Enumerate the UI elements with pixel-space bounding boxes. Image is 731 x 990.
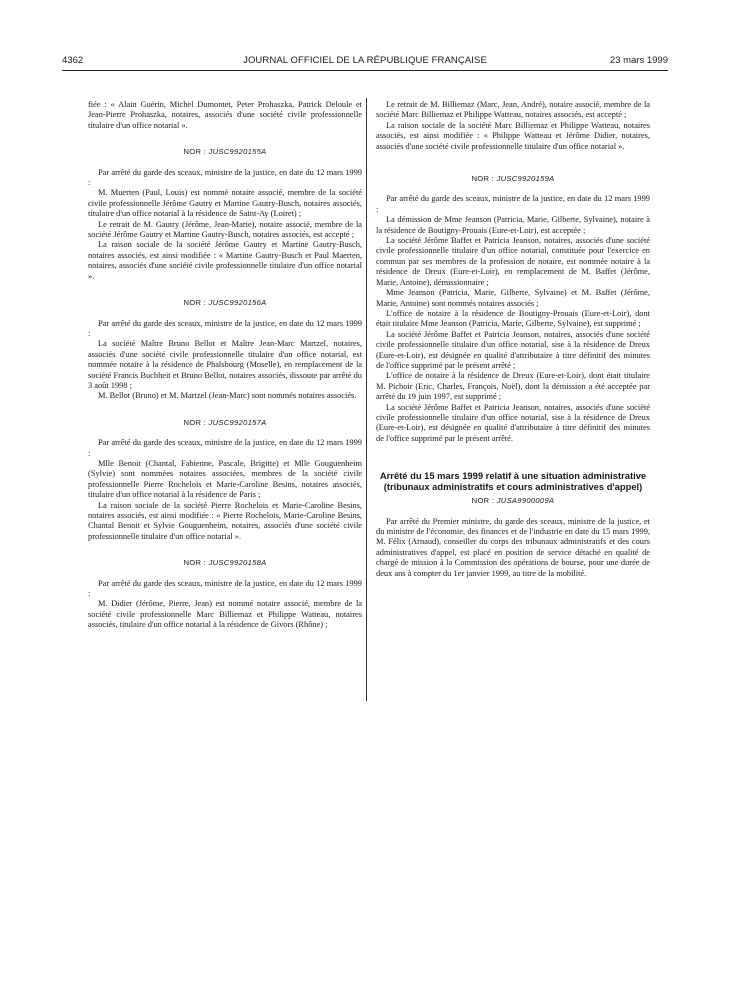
nor-label: NOR : xyxy=(183,558,207,568)
paragraph: Par arrêté du Premier ministre, du garde des sceaux, ministre de la justice, et du ministre de l'économie, des finances et de l'industrie en date du 15 mars 1999, M. Félix (Arnaud), conseiller du corps des tribunaux administratifs et des cours administratives d'appel, est placé en position de service détaché en qualité de chargé de mission à la Commission des opérations de bourse, pour une durée de deux ans à compter du 1er janvier 1999, au titre de la mobilité. xyxy=(376,516,650,578)
decree-title: Arrêté du 15 mars 1999 relatif à une situation administrative (tribunaux administratifs et cours administratives d'appel) xyxy=(379,470,647,493)
paragraph: Le retrait de M. Billiemaz (Marc, Jean, André), notaire associé, membre de la société Marc Billiemaz et Philippe Watteau, notaires associés, est accepté ; xyxy=(376,100,650,120)
column-divider xyxy=(366,98,367,701)
right-column xyxy=(376,100,650,579)
left-column xyxy=(88,100,362,631)
nor-label: NOR : xyxy=(183,417,207,427)
nor-code: JUSC9920156A xyxy=(208,298,267,308)
paragraph: M. Muerten (Paul, Louis) est nommé notaire associé, membre de la société civile professionnelle Jérôme Gautry et Martine Gautry-Busch, notaires associés, titulaire d'un office notarial à la résidence de Saint-Ay (Loiret) ; xyxy=(88,188,362,219)
paragraph: Par arrêté du garde des sceaux, ministre de la justice, en date du 12 mars 1999 : xyxy=(88,318,362,338)
paragraph: La raison sociale de la société Marc Billiemaz et Philippe Watteau, notaires associés, est ainsi modifiée : « Philippe Watteau et Jérôme Didier, notaires, associés d'une société civile professionnelle titulaire d'un office notarial ». xyxy=(376,120,650,151)
page-header xyxy=(62,55,668,69)
paragraph: M. Didier (Jérôme, Pierre, Jean) est nommé notaire associé, membre de la société civile professionnelle Marc Billiemaz et Philippe Watteau, notaires associés, titulaire d'un office notarial à la résidence de Givors (Rhône) ; xyxy=(88,599,362,630)
header-rule xyxy=(62,70,668,71)
nor-label: NOR : xyxy=(471,174,495,184)
paragraph: La société Jérôme Baffet et Patricia Jeanson, notaires, associés d'une société civile professionnelle titulaire d'un office notarial, sise à la résidence de Dreux (Eure-et-Loir), est désignée en qualité d'attributaire à titre définitif des minutes de l'office supprimé par le présent arrêté. xyxy=(376,402,650,443)
paragraph: Par arrêté du garde des sceaux, ministre de la justice, en date du 12 mars 1999 : xyxy=(88,438,362,458)
page-number: 4362 xyxy=(62,55,84,66)
nor-label: NOR : xyxy=(183,147,207,157)
paragraph: Le retrait de M. Gautry (Jérôme, Jean-Marie), notaire associé, membre de la société Jérôme Gautry et Martine Gautry-Busch, notaires associés, est accepté ; xyxy=(88,219,362,240)
nor-reference xyxy=(88,418,362,428)
journal-title: JOURNAL OFFICIEL DE LA RÉPUBLIQUE FRANÇAISE xyxy=(243,55,487,66)
paragraph: fiée : « Alain Guérin, Michel Dumontet, Peter Prohaszka, Patrick Deloule et Jean-Pierre Prohaszka, notaires, associés d'une société civile professionnelle titulaire d'un office notarial ». xyxy=(88,100,362,130)
nor-label: NOR : xyxy=(183,298,207,308)
paragraph: La raison sociale de la société Jérôme Gautry et Martine Gautry-Busch, notaires associés, est ainsi modifiée : « Martine Gautry-Busch et Paul Maerten, notaires, associés d'une société civile professionnelle titulaire d'un office notarial ». xyxy=(88,240,362,281)
paragraph: Mme Jeanson (Patricia, Marie, Gilberte, Sylvaine) et M. Baffet (Jérôme, Marie, Antoine) sont nommés notaires associés ; xyxy=(376,288,650,308)
publication-date: 23 mars 1999 xyxy=(609,55,668,66)
nor-code: JUSC9920157A xyxy=(208,417,267,427)
nor-reference xyxy=(376,174,650,184)
paragraph: La société Maître Bruno Bellot et Maître Jean-Marc Martzel, notaires, associés d'une société civile professionnelle titulaire d'un office notarial, est nommée notaire à la résidence de Phalsbourg (Moselle), en remplacement de la société Francis Buchheit et Bruno Bellot, notaires associés, dissoute par arrêté du 3 août 1998 ; xyxy=(88,339,362,390)
paragraph: L'office de notaire à la résidence de Boutigny-Prouais (Eure-et-Loir), dont était titulaire Mme Jeanson (Patricia, Marie, Gilberte, Sylvaine), est supprimé ; xyxy=(376,308,650,329)
paragraph: Par arrêté du garde des sceaux, ministre de la justice, en date du 12 mars 1999 : xyxy=(376,194,650,214)
paragraph: Par arrêté du garde des sceaux, ministre de la justice, en date du 12 mars 1999 : xyxy=(88,578,362,599)
nor-reference xyxy=(88,558,362,568)
paragraph: Par arrêté du garde des sceaux, ministre de la justice, en date du 12 mars 1999 : xyxy=(88,167,362,188)
paragraph: Mlle Benoit (Chantal, Fabienne, Pascale, Brigitte) et Mlle Gouguenheim (Sylvie) sont nommées notaires associées, membres de la société civile professionnelle Pierre Rochelois et Marie-Caroline Besins, notaires associés, titulaire d'un office notarial à la résidence de Paris ; xyxy=(88,458,362,500)
nor-code: JUSC9920155A xyxy=(208,147,267,157)
nor-code: JUSC9920158A xyxy=(208,558,267,568)
nor-label: NOR : xyxy=(471,496,495,506)
nor-reference xyxy=(88,147,362,157)
paragraph: La démission de Mme Jeanson (Patricia, Marie, Gilberte, Sylvaine), notaire à la résidence de Boutigny-Prouais (Eure-et-Loir), est acceptée ; xyxy=(376,215,650,235)
nor-code: JUSA9900009A xyxy=(496,496,555,506)
paragraph: La société Jérôme Baffet et Patricia Jeanson, notaires, associés d'une société civile professionnelle titulaire d'un office notarial, constituée pour l'exercice en commun par ses membres de la profession de notaire, est nommée notaire à la résidence de Dreux (Eure-et-Loir), en remplacement de M. Baffet (Jérôme, Marie, Antoine), démissionnaire ; xyxy=(376,236,650,287)
nor-reference xyxy=(376,496,650,506)
paragraph: La raison sociale de la société Pierre Rochelois et Marie-Caroline Besins, notaires associés, est ainsi modifiée : « Pierre Rochelois, Marie-Caroline Besins, Chantal Benoit et Sylvie Gouguenheim, notaires, associés d'une société civile professionnelle titulaire d'un office notarial ». xyxy=(88,500,362,541)
paragraph: L'office de notaire à la résidence de Dreux (Eure-et-Loir), dont était titulaire M. Pichoir (Eric, Charles, François, Noël), dont la démission a été acceptée par arrêté du 19 juin 1997, est supprimé ; xyxy=(376,371,650,402)
nor-code: JUSC9920159A xyxy=(496,174,555,184)
paragraph: La société Jérôme Baffet et Patricia Jeanson, notaires, associés d'une société civile professionnelle titulaire d'un office notarial, sise à la résidence de Dreux (Eure-et-Loir), est désignée en qualité d'attributaire à titre définitif des minutes de l'office supprimé par le présent arrêté ; xyxy=(376,329,650,370)
nor-reference xyxy=(88,298,362,308)
paragraph: M. Bellot (Bruno) et M. Martzel (Jean-Marc) sont nommés notaires associés. xyxy=(98,391,357,401)
